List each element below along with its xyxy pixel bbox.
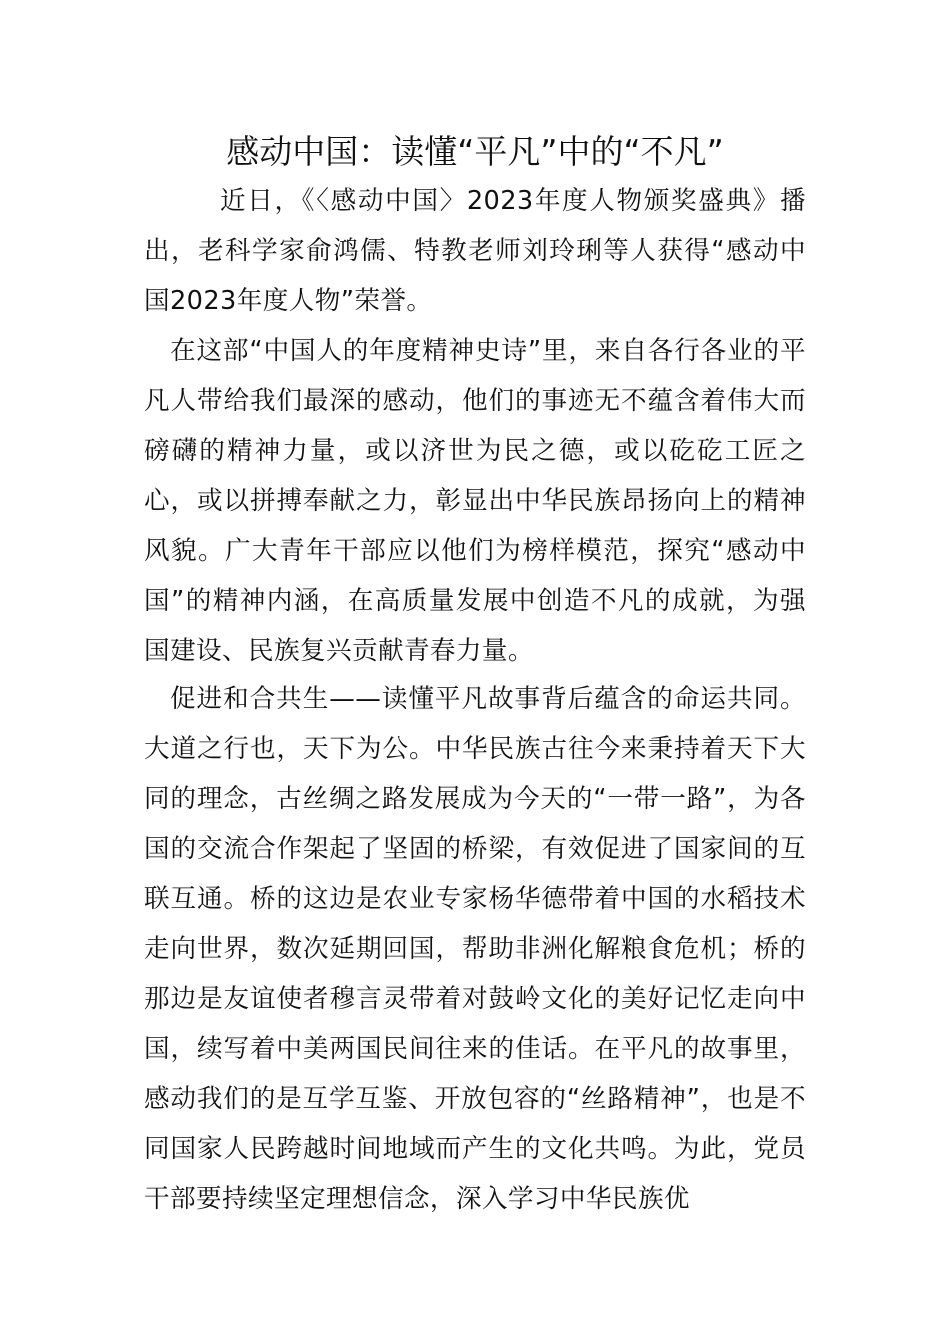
paragraph-spirit: 在这部“中国人的年度精神史诗”里，来自各行各业的平凡人带给我们最深的感动，他们的事迹无不蕴含着伟大而磅礴的精神力量，或以济世为民之德，或以矻矻工匠之心，或以拼搏奉献之力，彰显出中华民族昂扬向上的精神风貌。广大青年干部应以他们为榜样模范，探究“感动中国”的精神内涵，在高质量发展中创造不凡的成就，为强国建设、民族复兴贡献青春力量。 (144, 336, 806, 666)
paragraph-common-destiny: 促进和合共生——读懂平凡故事背后蕴含的命运共同。大道之行也，天下为公。中华民族古往今来秉持着天下大同的理念，古丝绸之路发展成为今天的“一带一路”，为各国的交流合作架起了坚固的桥梁，有效促进了国家间的互联互通。桥的这边是农业专家杨华德带着中国的水稻技术走向世界，数次延期回国，帮助非洲化解粮食危机；桥的那边是友谊使者穆言灵带着对鼓岭文化的美好记忆走向中国，续写着中美两国民间往来的佳话。在平凡的故事里，感动我们的是互学互鉴、开放包容的“丝路精神”，也是不同国家人民跨越时间地域而产生的文化共鸣。为此，党员干部要持续坚定理想信念，深入学习中华民族优 (144, 684, 806, 1214)
paragraph-intro: 近日，《〈感动中国〉2023年度人物颁奖盛典》播出，老科学家俞鸿儒、特教老师刘玲琍等人获得“感动中国2023年度人物”荣誉。 (144, 186, 806, 316)
document-title: 感动中国：读懂“平凡”中的“不凡” (226, 132, 724, 171)
